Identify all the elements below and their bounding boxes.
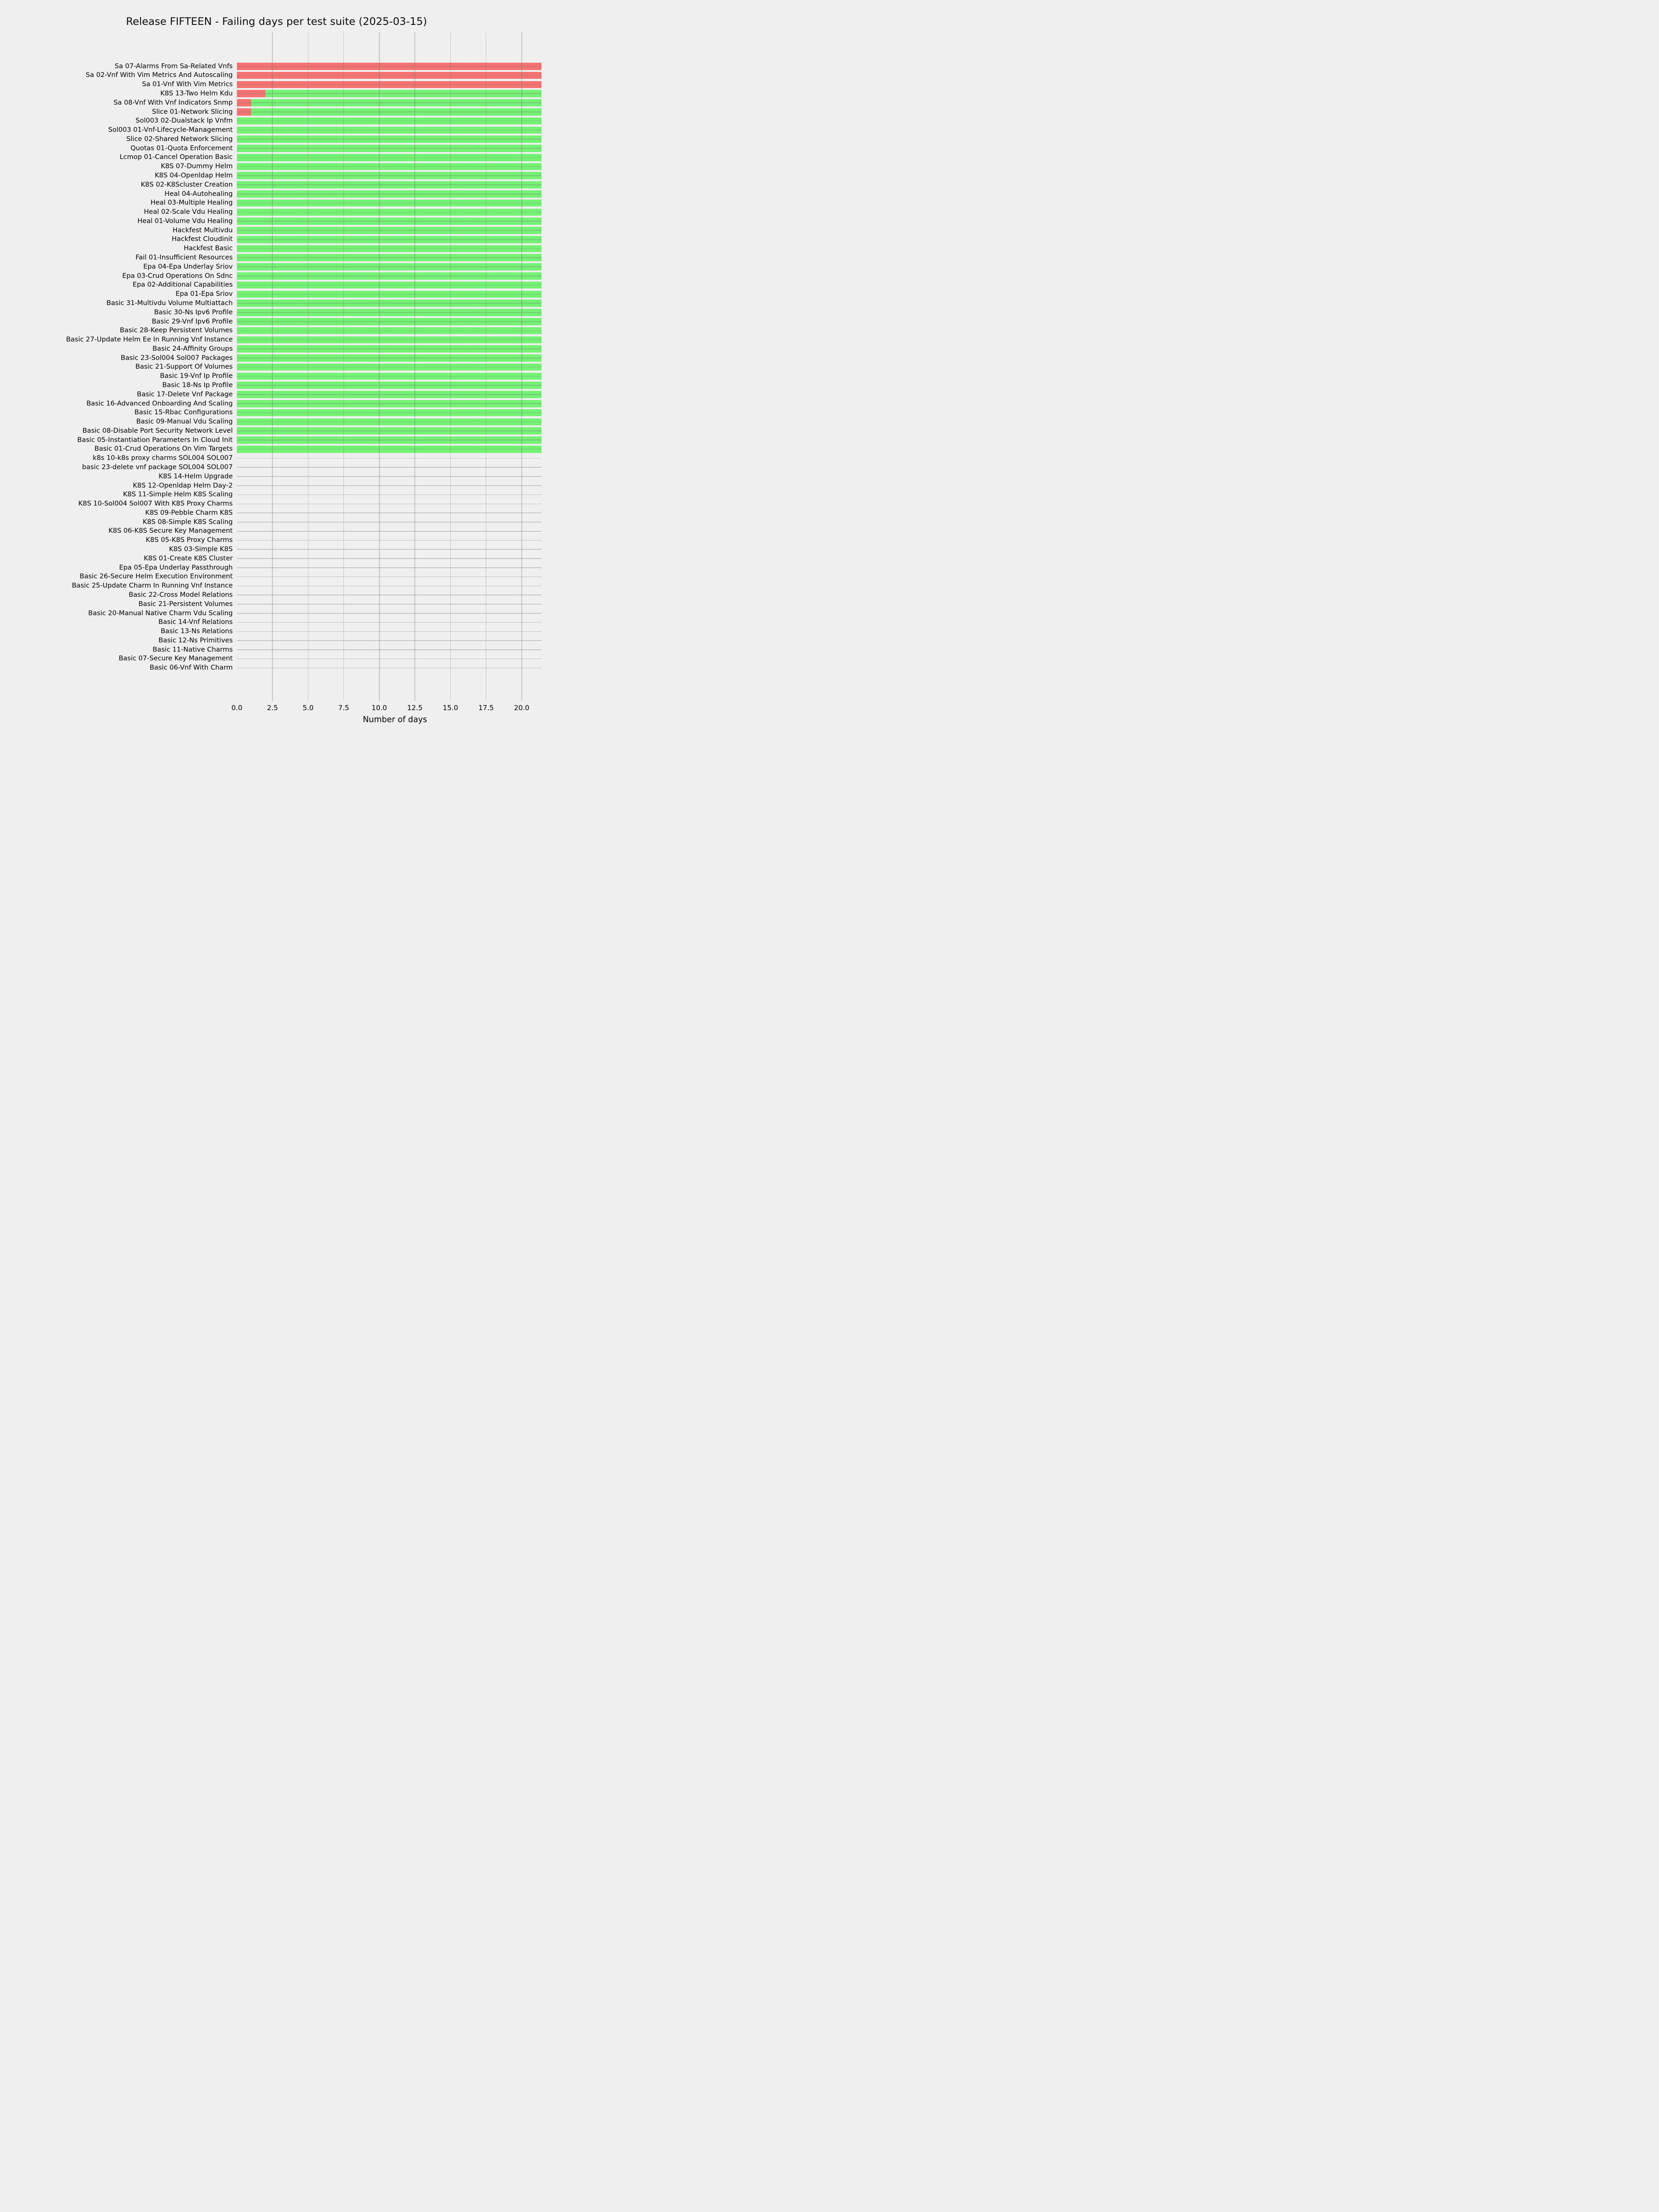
row-window-line — [237, 485, 541, 486]
row-window-line — [237, 385, 541, 386]
bar-row — [0, 208, 553, 217]
row-label: K8S 13-Two Helm Kdu — [160, 89, 233, 97]
row-label: K8S 06-K8S Secure Key Management — [108, 527, 233, 535]
row-window-line — [237, 312, 541, 313]
row-label: Basic 31-Multivdu Volume Multiattach — [106, 299, 233, 307]
bar-row — [0, 582, 553, 591]
bar-track — [237, 253, 553, 262]
bar-track — [237, 107, 553, 117]
row-label: Basic 28-Keep Persistent Volumes — [120, 327, 233, 335]
row-label: K8S 08-Simple K8S Scaling — [142, 518, 233, 526]
row-label: Epa 01-Epa Sriov — [175, 290, 233, 298]
bar-track — [237, 600, 553, 609]
plot-area — [0, 32, 553, 701]
row-label: Sa 01-Vnf With Vim Metrics — [142, 81, 233, 88]
bar-row — [0, 326, 553, 335]
bar-row — [0, 62, 553, 71]
bar-track — [237, 563, 553, 572]
row-window-line — [237, 394, 541, 395]
row-label: Slice 02-Shared Network Slicing — [126, 135, 233, 143]
x-tick-label: 15.0 — [442, 704, 459, 712]
bar-row — [0, 472, 553, 481]
bar-track — [237, 135, 553, 144]
bar-row — [0, 226, 553, 235]
row-window-line — [237, 604, 541, 605]
bar-track — [237, 262, 553, 271]
row-window-line — [237, 613, 541, 614]
bar-track — [237, 180, 553, 189]
bar-row — [0, 445, 553, 454]
x-axis-ticks — [231, 704, 553, 713]
row-window-line — [237, 412, 541, 413]
row-label: Sa 08-Vnf With Vnf Indicators Snmp — [113, 99, 233, 106]
row-window-line — [237, 203, 541, 204]
row-label: Basic 17-Delete Vnf Package — [137, 390, 233, 398]
row-window-line — [237, 66, 541, 67]
row-window-line — [237, 640, 541, 641]
row-label: Sol003 01-Vnf-Lifecycle-Management — [108, 126, 233, 134]
row-window-line — [237, 540, 541, 541]
bar-track — [237, 545, 553, 554]
bar-track — [237, 481, 553, 490]
bar-track — [237, 62, 553, 71]
row-window-line — [237, 649, 541, 650]
row-label: Basic 14-Vnf Relations — [158, 618, 233, 626]
x-tick-label: 7.5 — [338, 704, 349, 712]
bar-track — [237, 618, 553, 627]
bar-track — [237, 399, 553, 408]
bar-row — [0, 490, 553, 500]
x-tick-label: 10.0 — [371, 704, 387, 712]
row-label: Heal 01-Volume Vdu Healing — [137, 217, 233, 225]
bar-row — [0, 281, 553, 290]
bar-row — [0, 290, 553, 299]
bar-row — [0, 199, 553, 208]
bar-row — [0, 162, 553, 171]
row-window-line — [237, 467, 541, 468]
bar-row — [0, 98, 553, 107]
row-window-line — [237, 631, 541, 632]
bar-row — [0, 463, 553, 472]
row-label: Sa 07-Alarms From Sa-Related Vnfs — [114, 62, 233, 70]
bar-track — [237, 627, 553, 636]
bar-track — [237, 317, 553, 326]
row-window-line — [237, 449, 541, 450]
row-window-line — [237, 294, 541, 295]
x-tick-label: 17.5 — [478, 704, 494, 712]
row-label: Sol003 02-Dualstack Ip Vnfm — [135, 117, 233, 125]
bar-track — [237, 326, 553, 335]
row-window-line — [237, 303, 541, 304]
bar-track — [237, 636, 553, 645]
row-window-line — [237, 531, 541, 532]
row-label: Basic 20-Manual Native Charm Vdu Scaling — [88, 609, 233, 617]
x-tick-label: 12.5 — [407, 704, 423, 712]
bar-track — [237, 353, 553, 363]
bar-track — [237, 554, 553, 563]
row-window-line — [237, 440, 541, 441]
row-label: K8S 02-K8Scluster Creation — [141, 181, 233, 188]
row-window-line — [237, 522, 541, 523]
bar-track — [237, 664, 553, 673]
row-window-line — [237, 476, 541, 477]
bar-track — [237, 235, 553, 244]
x-tick-label: 0.0 — [231, 704, 242, 712]
bar-row — [0, 545, 553, 554]
row-window-line — [237, 340, 541, 341]
bar-track — [237, 518, 553, 527]
bar-row — [0, 554, 553, 563]
bar-track — [237, 125, 553, 135]
row-label: Basic 13-Ns Relations — [160, 628, 233, 635]
row-window-line — [237, 622, 541, 623]
bar-row — [0, 171, 553, 180]
row-label: K8S 04-Openldap Helm — [154, 172, 233, 180]
bar-row — [0, 518, 553, 527]
row-window-line — [237, 586, 541, 587]
row-label: Basic 25-Update Charm In Running Vnf Instance — [71, 582, 233, 590]
row-label: Epa 04-Epa Underlay Sriov — [143, 263, 233, 271]
row-window-line — [237, 221, 541, 222]
bar-row — [0, 481, 553, 490]
bar-track — [237, 417, 553, 426]
row-label: Lcmop 01-Cancel Operation Basic — [119, 153, 233, 161]
row-label: Fail 01-Insufficient Resources — [135, 254, 233, 262]
bar-row — [0, 536, 553, 545]
row-window-line — [237, 121, 541, 122]
bar-track — [237, 290, 553, 299]
bar-track — [237, 363, 553, 372]
row-window-line — [237, 594, 541, 595]
row-label: Basic 09-Manual Vdu Scaling — [136, 418, 233, 426]
bar-row — [0, 609, 553, 618]
bar-row — [0, 271, 553, 281]
row-window-line — [237, 248, 541, 249]
row-label: Basic 07-Secure Key Management — [118, 655, 233, 663]
row-label: Hackfest Multivdu — [172, 226, 233, 234]
bar-row — [0, 527, 553, 536]
row-window-line — [237, 458, 541, 459]
bar-track — [237, 390, 553, 399]
bar-row — [0, 399, 553, 408]
bar-row — [0, 317, 553, 326]
row-label: K8S 07-Dummy Helm — [160, 163, 233, 171]
bar-track — [237, 244, 553, 253]
row-window-line — [237, 668, 541, 669]
row-window-line — [237, 504, 541, 505]
bar-row — [0, 117, 553, 126]
bar-rows-container — [0, 32, 553, 701]
row-window-line — [237, 430, 541, 431]
row-label: Basic 26-Secure Helm Execution Environment — [79, 573, 233, 581]
bar-row — [0, 180, 553, 189]
bar-track — [237, 609, 553, 618]
row-label: Basic 06-Vnf With Charm — [149, 664, 233, 672]
row-label: K8S 14-Helm Upgrade — [159, 472, 233, 480]
row-window-line — [237, 93, 541, 94]
bar-track — [237, 344, 553, 353]
bar-row — [0, 627, 553, 636]
bar-track — [237, 299, 553, 308]
row-label: Basic 21-Persistent Volumes — [138, 600, 233, 608]
bar-track — [237, 153, 553, 162]
row-window-line — [237, 139, 541, 140]
bar-track — [237, 645, 553, 654]
bar-track — [237, 463, 553, 472]
bar-track — [237, 408, 553, 418]
bar-row — [0, 563, 553, 572]
bar-row — [0, 80, 553, 89]
row-label: Basic 15-Rbac Configurations — [134, 409, 233, 417]
row-label: Basic 05-Instantiation Parameters In Cloud Init — [77, 436, 233, 444]
row-window-line — [237, 367, 541, 368]
bar-row — [0, 235, 553, 244]
bar-track — [237, 217, 553, 226]
bar-row — [0, 654, 553, 664]
bar-track — [237, 500, 553, 509]
bar-row — [0, 308, 553, 317]
bar-row — [0, 335, 553, 344]
row-label: K8S 11-Simple Helm K8S Scaling — [123, 491, 233, 499]
bar-track — [237, 281, 553, 290]
x-tick-label: 2.5 — [267, 704, 278, 712]
bar-row — [0, 363, 553, 372]
bar-row — [0, 600, 553, 609]
bar-track — [237, 80, 553, 89]
bar-row — [0, 636, 553, 645]
bar-row — [0, 390, 553, 399]
bar-row — [0, 107, 553, 117]
row-label: Epa 05-Epa Underlay Passthrough — [119, 564, 233, 571]
bar-row — [0, 299, 553, 308]
bar-row — [0, 572, 553, 582]
row-label: Basic 08-Disable Port Security Network Level — [82, 427, 233, 435]
bar-row — [0, 189, 553, 199]
row-window-line — [237, 266, 541, 267]
row-label: Quotas 01-Quota Enforcement — [130, 144, 233, 152]
bar-row — [0, 618, 553, 627]
row-label: Heal 02-Scale Vdu Healing — [144, 208, 233, 216]
bar-track — [237, 490, 553, 500]
row-label: basic 23-delete vnf package SOL004 SOL007 — [82, 464, 233, 471]
row-label: Basic 21-Support Of Volumes — [135, 363, 233, 371]
bar-row — [0, 153, 553, 162]
row-window-line — [237, 376, 541, 377]
row-label: Basic 30-Ns Ipv6 Profile — [154, 308, 233, 316]
x-tick-label: 5.0 — [302, 704, 314, 712]
bar-track — [237, 199, 553, 208]
bar-track — [237, 335, 553, 344]
row-window-line — [237, 157, 541, 158]
row-label: K8S 03-Simple K8S — [169, 546, 233, 553]
row-window-line — [237, 166, 541, 167]
bar-track — [237, 582, 553, 591]
bar-row — [0, 454, 553, 463]
row-label: Hackfest Cloudinit — [171, 235, 233, 243]
row-window-line — [237, 567, 541, 568]
row-window-line — [237, 330, 541, 331]
bar-track — [237, 162, 553, 171]
row-window-line — [237, 422, 541, 423]
row-window-line — [237, 184, 541, 185]
bar-track — [237, 527, 553, 536]
bar-track — [237, 445, 553, 454]
row-label: Basic 24-Affinity Groups — [152, 345, 233, 353]
row-label: Heal 04-Autohealing — [165, 190, 233, 198]
row-window-line — [237, 321, 541, 322]
bar-row — [0, 217, 553, 226]
row-window-line — [237, 102, 541, 103]
row-window-line — [237, 558, 541, 559]
bar-track — [237, 435, 553, 445]
bar-row — [0, 426, 553, 435]
row-window-line — [237, 358, 541, 359]
bar-track — [237, 308, 553, 317]
row-window-line — [237, 494, 541, 495]
bar-row — [0, 590, 553, 600]
row-window-line — [237, 257, 541, 258]
row-label: Epa 03-Crud Operations On Sdnc — [122, 272, 233, 280]
row-window-line — [237, 84, 541, 85]
bar-track — [237, 536, 553, 545]
row-label: Sa 02-Vnf With Vim Metrics And Autoscaling — [86, 71, 233, 79]
bar-row — [0, 500, 553, 509]
bar-track — [237, 508, 553, 518]
row-label: Basic 27-Update Helm Ee In Running Vnf Instance — [66, 336, 233, 344]
row-window-line — [237, 175, 541, 176]
bar-track — [237, 71, 553, 80]
row-window-line — [237, 239, 541, 240]
row-label: Slice 01-Network Slicing — [152, 108, 233, 116]
bar-row — [0, 417, 553, 426]
chart-title: Release FIFTEEN - Failing days per test suite (2025-03-15) — [126, 16, 427, 28]
row-label: k8s 10-k8s proxy charms SOL004 SOL007 — [93, 454, 233, 462]
bar-row — [0, 71, 553, 80]
bar-track — [237, 171, 553, 180]
row-window-line — [237, 148, 541, 149]
row-label: Heal 03-Multiple Healing — [150, 199, 233, 207]
bar-row — [0, 344, 553, 353]
row-label: Basic 11-Native Charms — [153, 646, 233, 653]
bar-row — [0, 144, 553, 153]
row-label: Basic 12-Ns Primitives — [158, 636, 233, 644]
row-window-line — [237, 549, 541, 550]
bar-row — [0, 262, 553, 271]
bar-row — [0, 381, 553, 390]
bar-row — [0, 508, 553, 518]
row-window-line — [237, 403, 541, 404]
row-label: K8S 12-Openldap Helm Day-2 — [133, 482, 233, 489]
bar-row — [0, 353, 553, 363]
row-label: Basic 23-Sol004 Sol007 Packages — [120, 354, 233, 362]
bar-track — [237, 89, 553, 98]
bar-track — [237, 426, 553, 435]
row-window-line — [237, 130, 541, 131]
bar-track — [237, 117, 553, 126]
row-label: K8S 01-Create K8S Cluster — [143, 554, 233, 562]
bar-track — [237, 654, 553, 664]
bar-track — [237, 454, 553, 463]
x-axis-label: Number of days — [363, 715, 427, 724]
bar-track — [237, 372, 553, 381]
bar-row — [0, 89, 553, 98]
row-label: Basic 16-Advanced Onboarding And Scaling — [86, 400, 233, 407]
bar-row — [0, 135, 553, 144]
bar-row — [0, 664, 553, 673]
bar-track — [237, 590, 553, 600]
row-label: K8S 10-Sol004 Sol007 With K8S Proxy Charms — [78, 500, 233, 508]
row-label: Basic 19-Vnf Ip Profile — [160, 372, 233, 380]
bar-track — [237, 472, 553, 481]
bar-track — [237, 381, 553, 390]
bar-row — [0, 125, 553, 135]
bar-track — [237, 572, 553, 582]
bar-track — [237, 144, 553, 153]
bar-row — [0, 372, 553, 381]
row-label: Epa 02-Additional Capabilities — [132, 281, 233, 289]
row-window-line — [237, 75, 541, 76]
bar-track — [237, 208, 553, 217]
bar-row — [0, 645, 553, 654]
row-window-line — [237, 348, 541, 349]
row-label: K8S 09-Pebble Charm K8S — [145, 509, 233, 517]
bar-track — [237, 98, 553, 107]
bar-track — [237, 271, 553, 281]
row-label: Basic 18-Ns Ip Profile — [162, 381, 233, 389]
row-label: Basic 01-Crud Operations On Vim Targets — [94, 445, 233, 453]
bar-track — [237, 189, 553, 199]
row-label: Hackfest Basic — [183, 245, 233, 253]
row-label: Basic 22-Cross Model Relations — [129, 591, 233, 599]
row-window-line — [237, 230, 541, 231]
row-label: K8S 05-K8S Proxy Charms — [146, 536, 233, 544]
row-window-line — [237, 285, 541, 286]
bar-row — [0, 244, 553, 253]
chart-figure — [0, 0, 553, 737]
row-window-line — [237, 512, 541, 513]
bar-row — [0, 408, 553, 418]
x-tick-label: 20.0 — [514, 704, 529, 712]
row-window-line — [237, 212, 541, 213]
bar-track — [237, 226, 553, 235]
row-label: Basic 29-Vnf Ipv6 Profile — [152, 318, 233, 325]
bar-row — [0, 435, 553, 445]
bar-row — [0, 253, 553, 262]
